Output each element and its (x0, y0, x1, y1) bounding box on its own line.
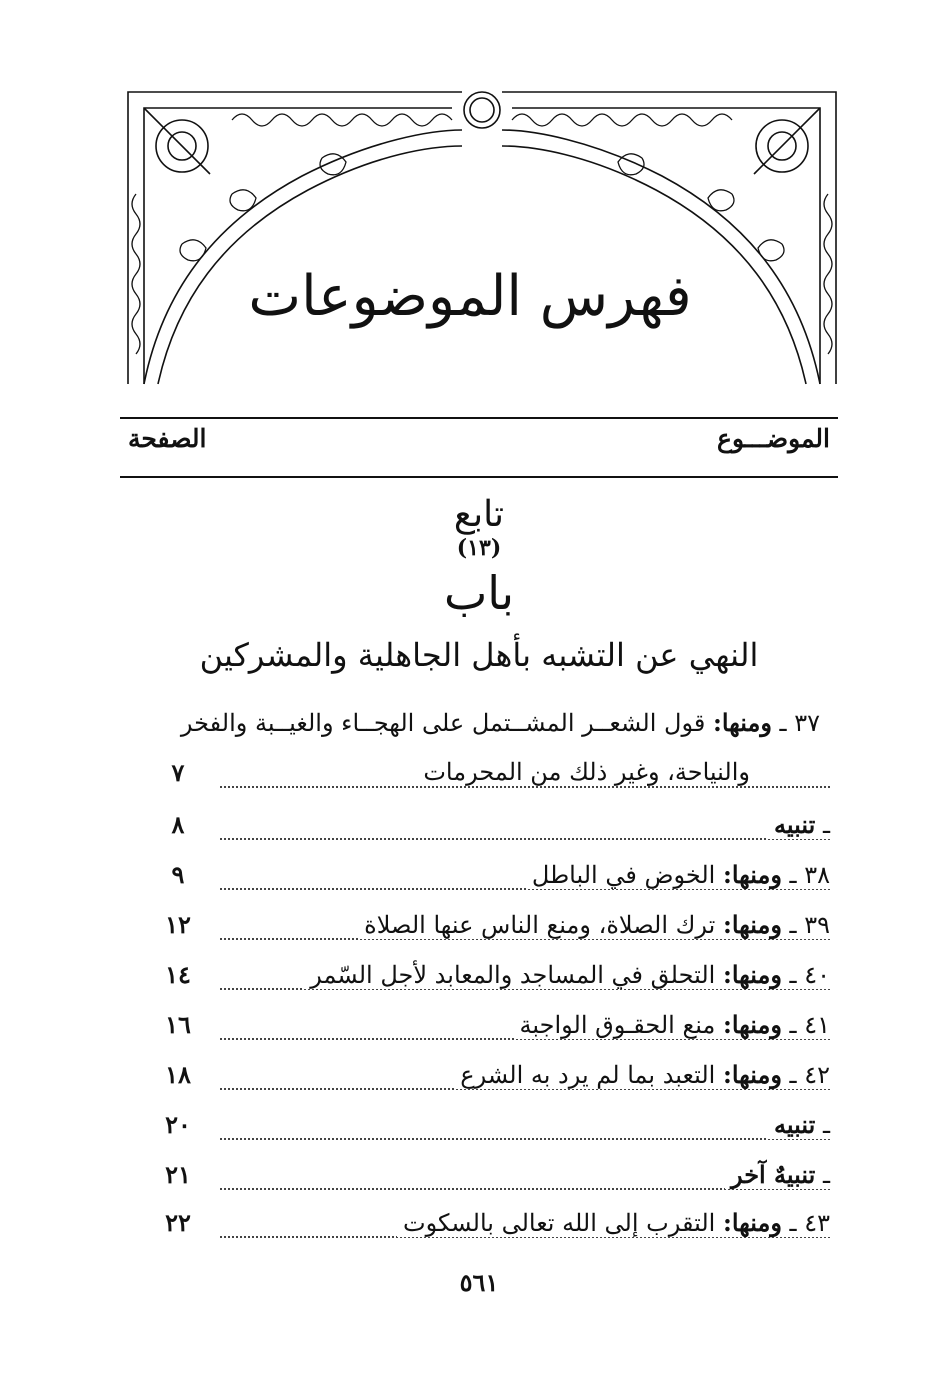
entry-label: تنبيه (774, 810, 816, 839)
dot-leader (220, 838, 830, 840)
entry-number: ـ (822, 811, 830, 839)
entry-text-block (725, 1160, 830, 1189)
entry-text: التقرب إلى الله تعالى بالسكوت (403, 1209, 716, 1237)
chapter-label: باب (443, 566, 515, 620)
entry-page: ١٨ (165, 1060, 191, 1089)
entry-label: ومنها: (722, 1208, 782, 1237)
entry-label: ومنها: (722, 860, 782, 889)
column-header-page: الصفحة (128, 424, 207, 453)
entry-number: ـ (822, 1111, 830, 1139)
page-number: ٥٦١ (459, 1268, 499, 1297)
entry-label: ومنها: (712, 708, 772, 737)
entry-number: ٣٨ ـ (789, 861, 830, 889)
toc-entry-note-2[interactable] (120, 1110, 838, 1150)
entry-number: ـ (822, 1161, 830, 1189)
entry-text-block (304, 960, 830, 989)
entry-page: ٢١ (165, 1160, 191, 1189)
toc-entry-note-1[interactable] (120, 810, 838, 850)
entry-text: التحلق في المساجد والمعابد لأجل السّمر (310, 961, 716, 989)
entry-text: والنياحة، وغير ذلك من المحرمات (423, 758, 750, 786)
column-header-topic: الموضـــوع (717, 424, 830, 453)
entry-number: ٤٣ ـ (789, 1209, 830, 1237)
entry-text: الخوض في الباطل (531, 861, 716, 889)
continued-label: تابع (453, 494, 505, 535)
entry-page: ١٢ (165, 910, 191, 939)
entry-text: ترك الصلاة، ومنع الناس عنها الصلاة (364, 911, 716, 939)
entry-page: ١٤ (165, 960, 191, 989)
chapter-title: النهي عن التشبه بأهل الجاهلية والمشركين (199, 636, 759, 674)
toc-entry-42[interactable] (120, 1060, 838, 1100)
entry-page: ١٦ (165, 1010, 191, 1039)
entry-text-block (768, 810, 830, 839)
entry-text-block (358, 910, 830, 939)
entry-number: ٤٢ ـ (789, 1061, 830, 1089)
entry-label: ومنها: (722, 1010, 782, 1039)
toc-entry-39[interactable] (120, 910, 838, 950)
chapter-number: (١٣) (456, 535, 502, 561)
entry-text-block (454, 1060, 830, 1089)
dot-leader (220, 786, 830, 788)
toc-entry-38[interactable] (120, 860, 838, 900)
entry-number: ٣٩ ـ (789, 911, 830, 939)
entry-text-block (526, 860, 830, 889)
entry-text-block (768, 1110, 830, 1139)
entry-number: ٤٠ ـ (789, 961, 830, 989)
ornamental-header-frame (122, 84, 842, 394)
entry-label: ومنها: (722, 1060, 782, 1089)
entry-number: ٤١ ـ (789, 1011, 830, 1039)
entry-page: ٧ (171, 758, 185, 787)
entry-label: تنبيهٌ آخر (730, 1160, 816, 1189)
toc-entry-37-line1 (181, 708, 820, 737)
entry-label: ومنها: (722, 960, 782, 989)
toc-entry-note-3[interactable] (120, 1160, 838, 1200)
entry-label: تنبيه (774, 1110, 816, 1139)
entry-text-block (397, 1208, 830, 1237)
entry-text: التعبد بما لم يرد به الشرع (460, 1061, 716, 1089)
entry-page: ٨ (171, 810, 185, 839)
toc-entry-41[interactable] (120, 1010, 838, 1050)
entry-page: ٩ (171, 860, 185, 889)
entry-text: منع الحقـوق الواجبة (519, 1011, 716, 1039)
dot-leader (220, 1138, 830, 1140)
toc-entry-37-line2[interactable] (120, 758, 838, 798)
toc-entry-43[interactable] (120, 1208, 838, 1248)
entry-page: ٢٠ (165, 1110, 191, 1139)
entry-number: ٣٧ ـ (779, 709, 820, 737)
header-rule-bottom (120, 476, 838, 478)
entry-text-block (417, 758, 750, 786)
entry-page: ٢٢ (165, 1208, 191, 1237)
entry-label: ومنها: (722, 910, 782, 939)
entry-text: قول الشعــر المشــتمل على الهجــاء والغيــبة والفخر (180, 709, 706, 737)
toc-entry-40[interactable] (120, 960, 838, 1000)
entry-text-block (514, 1010, 830, 1039)
header-rule-top (120, 417, 838, 419)
page-title: فهرس الموضوعات (248, 264, 692, 329)
